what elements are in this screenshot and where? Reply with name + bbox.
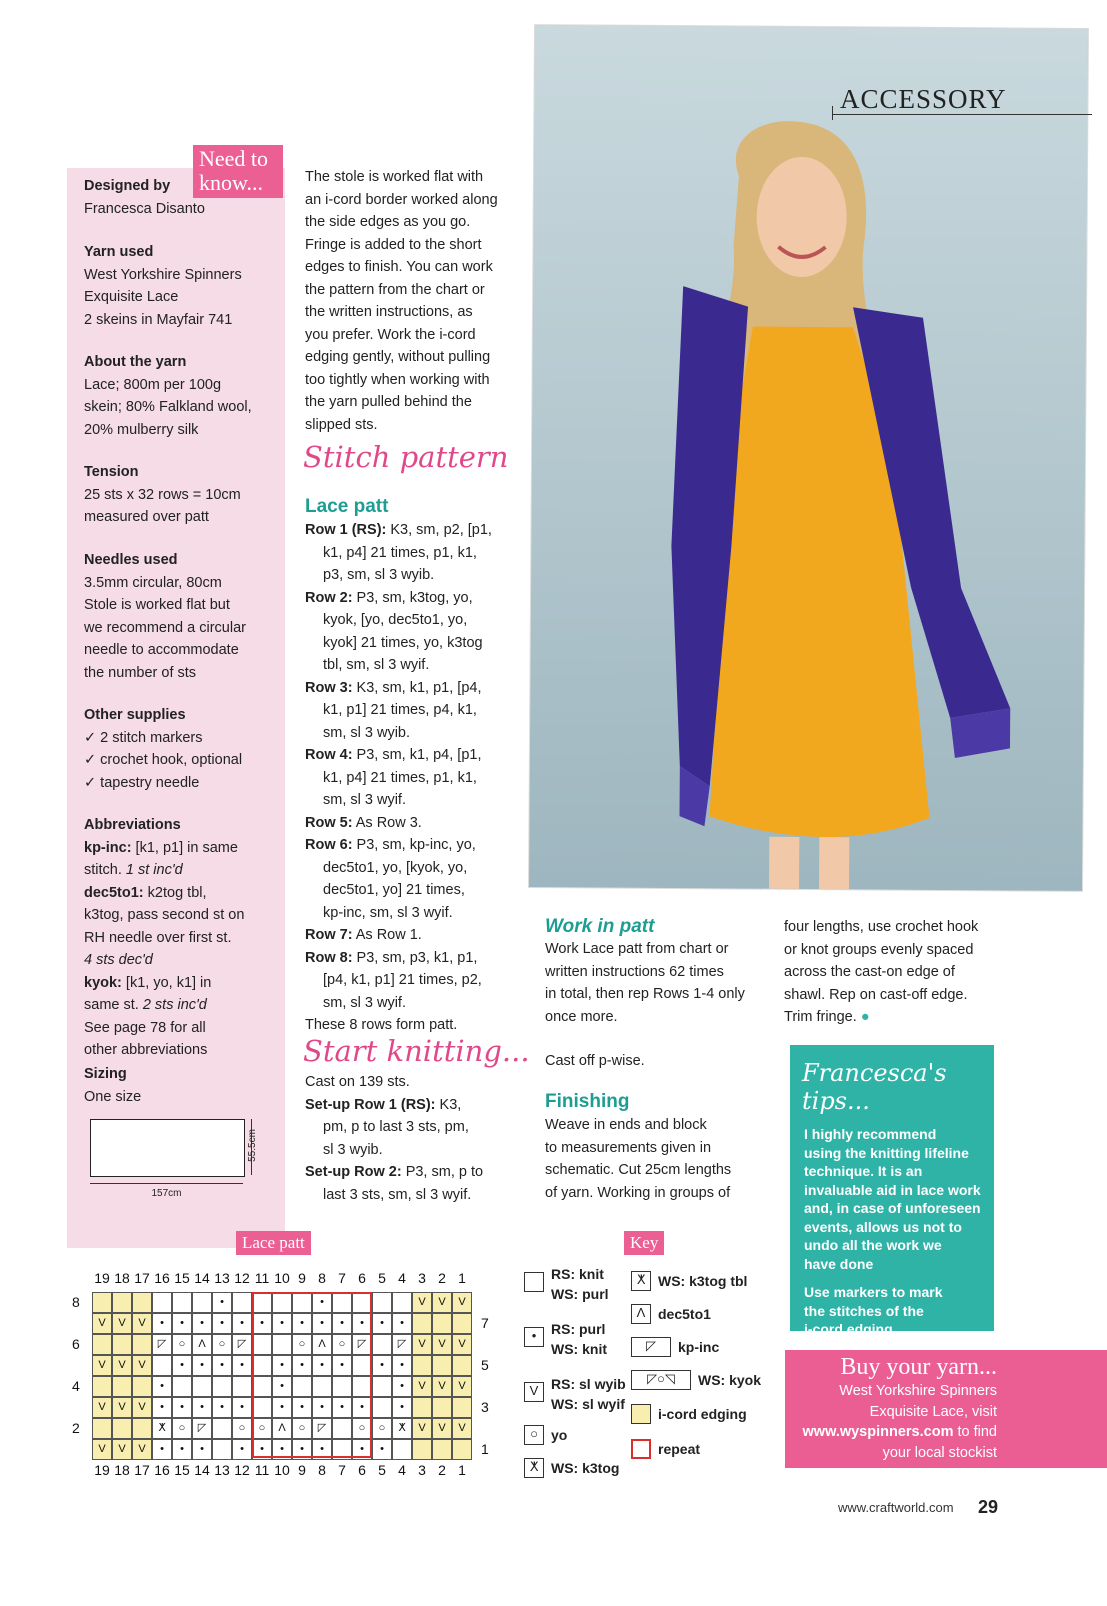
key-k3tog-tbl-label: WS: k3tog tbl: [658, 1273, 748, 1289]
key-purl-symbol: •: [524, 1327, 544, 1347]
chart-cell: ○: [232, 1418, 252, 1439]
key-knit-label: RS: knit WS: purl: [551, 1266, 609, 1302]
column-number: 5: [378, 1462, 386, 1478]
chart-cell: •: [332, 1397, 352, 1418]
key-knit-symbol: [524, 1272, 544, 1292]
chart-cell: V: [112, 1397, 132, 1418]
row-1: Row 1 (RS): K3, sm, p2, [p1,: [305, 522, 492, 538]
chart-cell: [392, 1439, 412, 1460]
column-number: 12: [234, 1270, 250, 1286]
tension-heading: Tension: [84, 464, 139, 480]
chart-cell: •: [252, 1313, 272, 1334]
row-8: Row 8: P3, sm, p3, k1, p1,: [305, 949, 478, 966]
chart-cell: •: [172, 1439, 192, 1460]
chart-cell: [432, 1439, 452, 1460]
column-number: 8: [318, 1462, 326, 1478]
column-number: 8: [318, 1270, 326, 1286]
row-number-1: 1: [481, 1441, 489, 1457]
key-yo-symbol: ○: [524, 1425, 544, 1445]
chart-cell: •: [392, 1355, 412, 1376]
chart-cell: ○: [172, 1334, 192, 1355]
key-slip-symbol: V: [524, 1382, 544, 1402]
column-number: 14: [194, 1270, 210, 1286]
chart-cell: V: [412, 1418, 432, 1439]
chart-cell: •: [272, 1355, 292, 1376]
schematic-rectangle: [90, 1119, 245, 1177]
row-3: Row 3: K3, sm, k1, p1, [p4,: [305, 679, 482, 696]
key-k3tog-symbol: ⵅ: [524, 1458, 544, 1478]
chart-cell: [412, 1355, 432, 1376]
buy-title: Buy your yarn...: [840, 1354, 997, 1380]
chart-cell: V: [112, 1355, 132, 1376]
chart-cell: [432, 1397, 452, 1418]
chart-cell: [172, 1292, 192, 1313]
chart-cell: [112, 1418, 132, 1439]
repeat-outline: [252, 1292, 372, 1458]
chart-cell: V: [452, 1376, 472, 1397]
designed-by-heading: Designed by: [84, 178, 171, 194]
column-number: 11: [254, 1270, 270, 1286]
chart-cell: Λ: [192, 1334, 212, 1355]
chart-cell: •: [212, 1313, 232, 1334]
chart-cell: ⵅ: [152, 1418, 172, 1439]
key-repeat-label: repeat: [658, 1441, 701, 1457]
chart-cell: [372, 1376, 392, 1397]
chart-cell: [192, 1292, 212, 1313]
finishing-text: Weave in ends and block to measurements given in schematic. Cut 25cm lengths of yarn. Working in groups of: [545, 1117, 732, 1201]
chart-cell: •: [292, 1397, 312, 1418]
chart-cell: ⵅ: [392, 1418, 412, 1439]
row-4: Row 4: P3, sm, k1, p4, [p1,: [305, 747, 482, 763]
chart-cell: •: [392, 1313, 412, 1334]
column-number: 2: [438, 1270, 446, 1286]
row-number-6: 6: [72, 1336, 80, 1352]
column-number: 19: [94, 1270, 110, 1286]
chart-cell: [132, 1376, 152, 1397]
start-knitting-heading: Start knitting...: [303, 1034, 530, 1068]
footer-url[interactable]: www.craftworld.com: [838, 1500, 954, 1515]
tips-box: [790, 1045, 994, 1337]
chart-cell: •: [392, 1376, 412, 1397]
chart-cell: V: [92, 1355, 112, 1376]
yarn-heading: Yarn used: [84, 244, 154, 260]
chart-cell: [452, 1355, 472, 1376]
chart-cell: •: [172, 1355, 192, 1376]
chart-cell: Λ: [312, 1334, 332, 1355]
chart-cell: •: [152, 1397, 172, 1418]
chart-cell: •: [312, 1355, 332, 1376]
column-number: 1: [458, 1462, 466, 1478]
chart-cell: ◸: [312, 1418, 332, 1439]
tips-paragraph-2: Use markers to mark the stitches of the i-cord edging: [804, 1284, 943, 1337]
chart-cell: V: [412, 1334, 432, 1355]
chart-cell: •: [372, 1313, 392, 1334]
column-number: 6: [358, 1462, 366, 1478]
chart-cell: •: [272, 1439, 292, 1460]
chart-cell: •: [232, 1439, 252, 1460]
chart-cell: •: [352, 1397, 372, 1418]
column-number: 19: [94, 1462, 110, 1478]
chart-cell: V: [452, 1418, 472, 1439]
chart-cell: [132, 1418, 152, 1439]
column-number: 13: [214, 1462, 230, 1478]
supplies-block: Other supplies ✓ 2 stitch markers ✓ crochet hook, optional ✓ tapestry needle: [84, 704, 274, 794]
chart-cell: ○: [252, 1418, 272, 1439]
chart-cell: [112, 1334, 132, 1355]
chart-cell: •: [192, 1439, 212, 1460]
chart-cell: [452, 1313, 472, 1334]
needles-block: Needles used 3.5mm circular, 80cm Stole is worked flat but we recommend a circular needle to accommodate the number of sts: [84, 549, 274, 684]
column-numbers-top: [92, 1270, 472, 1288]
key-icord-swatch: [631, 1404, 651, 1424]
yarn-block: Yarn used West Yorkshire Spinners Exquisite Lace 2 skeins in Mayfair 741: [84, 241, 274, 331]
key-dec5to1-symbol: Λ: [631, 1304, 651, 1324]
chart-cell: [172, 1376, 192, 1397]
section-label: ACCESSORY: [840, 84, 1007, 114]
pattern-rows: Row 1 (RS): K3, sm, p2, [p1, k1, p4] 21 times, p1, k1, p3, sm, sl 3 wyib. Row 2: P3, sm, k3tog, yo, kyok, [yo, dec5to1, yo, kyok] 21 times, yo, k3tog tbl, sm, sl 3 wyif. Row 3: K3, sm, k1, p1, [p4, k1, p1] 21 times, p4, k1, sm, sl 3 wyib. Row 4: P3, sm, k1, p4, [p1, k1, p4] 21 times, p1, k1, sm, sl 3 wyif. Row 5: As Row 3. Row 6: P3, sm, kp-inc, yo, dec5to1, yo, [kyok, yo, dec5to1, yo] 21 times, kp-inc, sm, sl 3 wyif. Row 7: As Row 1. Row 8: P3, sm, p3, k1, p1, [p4, k1, p1] 21 times, p2, sm, sl 3 wyif. These 8 rows form patt.: [305, 519, 520, 1037]
end-mark-icon: ●: [860, 1009, 870, 1025]
chart-cell: [112, 1376, 132, 1397]
chart-cell: V: [92, 1313, 112, 1334]
column-number: 5: [378, 1270, 386, 1286]
column-number: 9: [298, 1270, 306, 1286]
column-number: 3: [418, 1462, 426, 1478]
chart-cell: •: [352, 1313, 372, 1334]
rows-end: These 8 rows form patt.: [305, 1017, 458, 1033]
section-rule: [832, 114, 1092, 115]
chart-cell: •: [332, 1355, 352, 1376]
chart-cell: V: [412, 1376, 432, 1397]
column-number: 17: [134, 1462, 150, 1478]
key-kp-inc-symbol: ◸: [631, 1337, 671, 1357]
column-number: 15: [174, 1462, 190, 1478]
row-number-4: 4: [72, 1378, 80, 1394]
chart-cell: •: [212, 1355, 232, 1376]
chart-cell: ◸: [352, 1334, 372, 1355]
chart-cell: V: [132, 1397, 152, 1418]
chart-cell: •: [232, 1355, 252, 1376]
row-number-7: 7: [481, 1315, 489, 1331]
chart-cell: •: [252, 1439, 272, 1460]
chart-cell: V: [132, 1313, 152, 1334]
column-number: 6: [358, 1270, 366, 1286]
chart-cell: •: [172, 1397, 192, 1418]
chart-cell: •: [272, 1313, 292, 1334]
chart-cell: [212, 1376, 232, 1397]
column-number: 1: [458, 1270, 466, 1286]
chart-cell: •: [332, 1313, 352, 1334]
column-number: 16: [154, 1462, 170, 1478]
column-number: 18: [114, 1462, 130, 1478]
row-number-2: 2: [72, 1420, 80, 1436]
chart-cell: •: [352, 1439, 372, 1460]
chart-cell: [152, 1355, 172, 1376]
stitch-pattern-heading: Stitch pattern: [303, 440, 509, 474]
width-dimension-line: [90, 1183, 243, 1184]
chart-cell: Λ: [272, 1418, 292, 1439]
chart-cell: V: [432, 1418, 452, 1439]
chart-cell: ◸: [232, 1334, 252, 1355]
chart-cell: •: [372, 1439, 392, 1460]
chart-cell: V: [92, 1439, 112, 1460]
section-rule-tick: [832, 106, 833, 120]
page-number: 29: [978, 1497, 999, 1517]
chart-cell: ○: [372, 1418, 392, 1439]
chart-cell: •: [212, 1397, 232, 1418]
column-number: 15: [174, 1270, 190, 1286]
key-kyok-symbol: ◸○◹: [631, 1370, 691, 1390]
tension-block: Tension 25 sts x 32 rows = 10cm measured over patt: [84, 461, 274, 529]
chart-cell: •: [212, 1292, 232, 1313]
chart-cell: •: [232, 1313, 252, 1334]
chart-cell: V: [112, 1439, 132, 1460]
key-kp-inc-label: kp-inc: [678, 1339, 720, 1355]
key-kyok-label: WS: kyok: [698, 1372, 762, 1388]
chart-cell: V: [452, 1292, 472, 1313]
tips-title: Francesca's tips...: [802, 1059, 947, 1115]
chart-cell: •: [312, 1397, 332, 1418]
row-7: Row 7: As Row 1.: [305, 927, 422, 943]
lace-patt-heading: Lace patt: [305, 496, 389, 517]
chart-cell: [432, 1355, 452, 1376]
column-number: 3: [418, 1270, 426, 1286]
column-number: 18: [114, 1270, 130, 1286]
model-photo: [529, 25, 1088, 891]
chart-cell: •: [272, 1376, 292, 1397]
chart-cell: [452, 1397, 472, 1418]
chart-cell: [412, 1397, 432, 1418]
tips-paragraph-1: I highly recommend using the knitting lifeline technique. It is an invaluable aid in lace work and, in case of unforeseen events, allows us not to undo all the work we have done: [804, 1126, 981, 1272]
chart-cell: [92, 1418, 112, 1439]
chart-cell: •: [312, 1313, 332, 1334]
column-number: 7: [338, 1462, 346, 1478]
column-number: 16: [154, 1270, 170, 1286]
key-k3tog-tbl-symbol: ⵅ: [631, 1271, 651, 1291]
chart-cell: [392, 1292, 412, 1313]
chart-cell: [152, 1292, 172, 1313]
chart-cell: V: [132, 1439, 152, 1460]
chart-cell: V: [92, 1397, 112, 1418]
chart-cell: [372, 1397, 392, 1418]
chart-cell: •: [272, 1397, 292, 1418]
chart-cell: •: [292, 1355, 312, 1376]
chart-cell: •: [152, 1376, 172, 1397]
sizing-heading: Sizing: [84, 1066, 127, 1082]
designer-name: Francesca Disanto: [84, 200, 205, 217]
chart-cell: ◸: [192, 1418, 212, 1439]
chart-cell: V: [452, 1334, 472, 1355]
column-number: 2: [438, 1462, 446, 1478]
chart-cell: ◸: [152, 1334, 172, 1355]
abbreviations-block: Abbreviations kp-inc: [k1, p1] in same stitch. 1 st inc'd dec5to1: k2tog tbl, k3tog, pass second st on RH needle over first st. 4 sts dec'd kyok: [k1, yo, k1] in same st. 2 sts inc'd See page 78 for all other abbreviations: [84, 814, 274, 1062]
chart-cell: ○: [212, 1334, 232, 1355]
row-number-3: 3: [481, 1399, 489, 1415]
chart-cell: V: [112, 1313, 132, 1334]
row-6: Row 6: P3, sm, kp-inc, yo,: [305, 837, 476, 853]
chart-cell: [372, 1334, 392, 1355]
column-number: 11: [254, 1462, 270, 1478]
chart-cell: •: [192, 1355, 212, 1376]
column-number: 10: [274, 1270, 290, 1286]
about-heading: About the yarn: [84, 354, 187, 370]
chart-cell: •: [312, 1292, 332, 1313]
column-number: 10: [274, 1462, 290, 1478]
sizing-block: Sizing One size: [84, 1063, 274, 1108]
key-icord-label: i-cord edging: [658, 1406, 747, 1422]
buy-url[interactable]: www.wyspinners.com: [802, 1424, 954, 1440]
chart-cell: [192, 1376, 212, 1397]
row-number-8: 8: [72, 1294, 80, 1310]
chart-cell: •: [152, 1313, 172, 1334]
column-number: 9: [298, 1462, 306, 1478]
chart-cell: •: [152, 1439, 172, 1460]
chart-cell: ○: [172, 1418, 192, 1439]
chart-cell: [372, 1292, 392, 1313]
key-title: Key: [624, 1231, 664, 1255]
chart-cell: •: [292, 1439, 312, 1460]
chart-cell: •: [372, 1355, 392, 1376]
chart-cell: ○: [292, 1418, 312, 1439]
chart-cell: [412, 1439, 432, 1460]
chart-cell: [132, 1334, 152, 1355]
chart-cell: ○: [292, 1334, 312, 1355]
column-numbers-bottom: [92, 1462, 472, 1480]
intro-text: The stole is worked flat with an i-cord border worked along the side edges as you go. Fringe is added to the short edges to finish. You can work the pattern from the chart or the written instructions, as you prefer. Work the i-cord edging gently, without pulling too tightly when working with the yarn pulled behind the slipped sts.: [305, 169, 498, 433]
chart-cell: [132, 1292, 152, 1313]
chart-title: Lace patt: [236, 1231, 311, 1255]
chart-cell: V: [412, 1292, 432, 1313]
chart-cell: •: [232, 1397, 252, 1418]
key-yo-label: yo: [551, 1427, 568, 1443]
chart-cell: [212, 1439, 232, 1460]
work-in-patt-heading: Work in patt: [545, 916, 655, 937]
column-number: 17: [134, 1270, 150, 1286]
chart-cell: [112, 1292, 132, 1313]
key-repeat-swatch: [631, 1439, 651, 1459]
chart-cell: V: [432, 1334, 452, 1355]
row-number-5: 5: [481, 1357, 489, 1373]
chart-cell: •: [172, 1313, 192, 1334]
chart-cell: V: [432, 1376, 452, 1397]
chart-cell: •: [192, 1313, 212, 1334]
chart-cell: V: [432, 1292, 452, 1313]
height-label: 55.5cm: [246, 1129, 258, 1162]
chart-cell: [92, 1292, 112, 1313]
row-5: Row 5: As Row 3.: [305, 814, 422, 831]
chart-cell: •: [192, 1397, 212, 1418]
column-number: 12: [234, 1462, 250, 1478]
buy-yarn-box: Buy your yarn... West Yorkshire Spinners Exquisite Lace, visit www.wyspinners.com to find your local stockist: [785, 1350, 1107, 1468]
chart-cell: [412, 1313, 432, 1334]
chart-cell: [432, 1313, 452, 1334]
chart-cell: ◸: [392, 1334, 412, 1355]
column-number: 4: [398, 1462, 406, 1478]
abbreviations-heading: Abbreviations: [84, 817, 181, 833]
row-2: Row 2: P3, sm, k3tog, yo,: [305, 589, 473, 606]
need-to-know-badge: Need to know...: [193, 145, 283, 198]
supplies-heading: Other supplies: [84, 707, 186, 723]
photo-illustration: [529, 25, 1088, 891]
designer-block: [84, 175, 274, 220]
chart-cell: •: [392, 1397, 412, 1418]
chart-cell: •: [292, 1313, 312, 1334]
key-k3tog-label: WS: k3tog: [551, 1460, 620, 1476]
key-slip-label: RS: sl wyib WS: sl wyif: [551, 1376, 626, 1412]
column-number: 13: [214, 1270, 230, 1286]
chart-cell: [232, 1376, 252, 1397]
chart-cell: [232, 1292, 252, 1313]
chart-cell: V: [132, 1355, 152, 1376]
chart-cell: [92, 1334, 112, 1355]
key-dec5to1-label: dec5to1: [658, 1306, 711, 1322]
chart-cell: •: [312, 1439, 332, 1460]
setup-rows: Cast on 139 sts. Set-up Row 1 (RS): K3, pm, p to last 3 sts, pm, sl 3 wyib. Set-up Row 2: P3, sm, p to last 3 sts, sm, sl 3 wyif.: [305, 1074, 484, 1203]
chart-cell: [452, 1439, 472, 1460]
about-yarn-block: About the yarn Lace; 800m per 100g skein; 80% Falkland wool, 20% mulberry silk: [84, 351, 274, 441]
finishing-heading: Finishing: [545, 1091, 630, 1112]
work-in-patt-text: Work Lace patt from chart or written instructions 62 times in total, then rep Rows 1-4 only once more. Cast off p-wise.: [545, 941, 745, 1069]
column-number: 7: [338, 1270, 346, 1286]
chart-cell: [212, 1418, 232, 1439]
column-number: 14: [194, 1462, 210, 1478]
chart-cell: [92, 1376, 112, 1397]
chart-cell: ○: [352, 1418, 372, 1439]
chart-cell: ○: [332, 1334, 352, 1355]
column-number: 4: [398, 1270, 406, 1286]
needles-heading: Needles used: [84, 552, 178, 568]
key-purl-label: RS: purl WS: knit: [551, 1321, 607, 1357]
width-label: 157cm: [151, 1188, 182, 1199]
fringe-text: four lengths, use crochet hook or knot groups evenly spaced across the cast-on edge of shawl. Rep on cast-off edge. Trim fringe. ●: [784, 919, 979, 1025]
